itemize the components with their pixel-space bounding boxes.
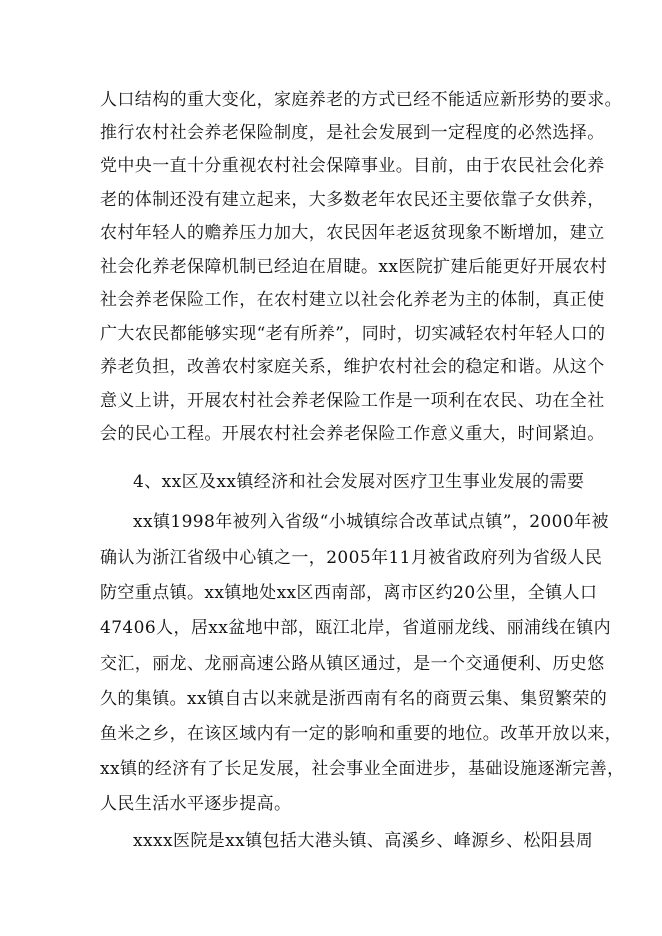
text-line: xxxx医院是xx镇包括大港头镇、高溪乡、峰源乡、松阳县周	[133, 831, 594, 851]
text-line: 广大农民都能够实现“老有所养”，同时，切实减轻农村年轻人口的	[100, 324, 606, 344]
text-line: 确认为浙江省级中心镇之一，2005年11月被省政府列为省级人民	[100, 548, 603, 568]
text-line: 社会养老保险工作，在农村建立以社会化养老为主的体制，真正使	[100, 290, 605, 310]
text-line: 交汇，丽龙、龙丽高速公路从镇区通过，是一个交通便利、历史悠	[100, 654, 605, 674]
section-heading: 4、xx区及xx镇经济和社会发展对医疗卫生事业发展的需要	[133, 472, 585, 492]
text-line: 意义上讲，开展农村社会养老保险工作是一项利在农民、功在全社	[100, 391, 605, 411]
text-line: 老的体制还没有建立起来，大多数老年农民还主要依靠子女供养，	[100, 190, 605, 210]
text-line: 推行农村社会养老保险制度，是社会发展到一定程度的必然选择。	[100, 123, 605, 143]
text-line: 社会化养老保障机制已经迫在眉睫。xx医院扩建后能更好开展农村	[100, 257, 608, 277]
text-line: 久的集镇。xx镇自古以来就是浙西南有名的商贾云集、集贸繁荣的	[100, 689, 608, 709]
text-line: 人民生活水平逐步提高。	[100, 794, 292, 814]
text-line: 人口结构的重大变化，家庭养老的方式已经不能适应新形势的要求。	[100, 90, 622, 110]
text-line: 农村年轻人的赡养压力加大，农民因年老返贫现象不断增加，建立	[100, 223, 605, 243]
text-line: 党中央一直十分重视农村社会保障事业。目前，由于农民社会化养	[100, 156, 605, 176]
text-line: 养老负担，改善农村家庭关系，维护农村社会的稳定和谐。从这个	[100, 357, 605, 377]
text-line: 防空重点镇。xx镇地处xx区西南部，离市区约20公里，全镇人口	[100, 583, 598, 603]
text-line: xx镇的经济有了长足发展，社会事业全面进步，基础设施逐渐完善，	[100, 759, 625, 779]
text-line: xx镇1998年被列入省级“小城镇综合改革试点镇”，2000年被	[133, 512, 609, 532]
text-line: 47406人，居xx盆地中部，瓯江北岸，省道丽龙线、丽浦线在镇内	[100, 618, 612, 638]
text-line: 会的民心工程。开展农村社会养老保险工作意义重大，时间紧迫。	[100, 424, 605, 444]
text-line: 鱼米之乡，在该区域内有一定的影响和重要的地位。改革开放以来，	[100, 724, 622, 744]
